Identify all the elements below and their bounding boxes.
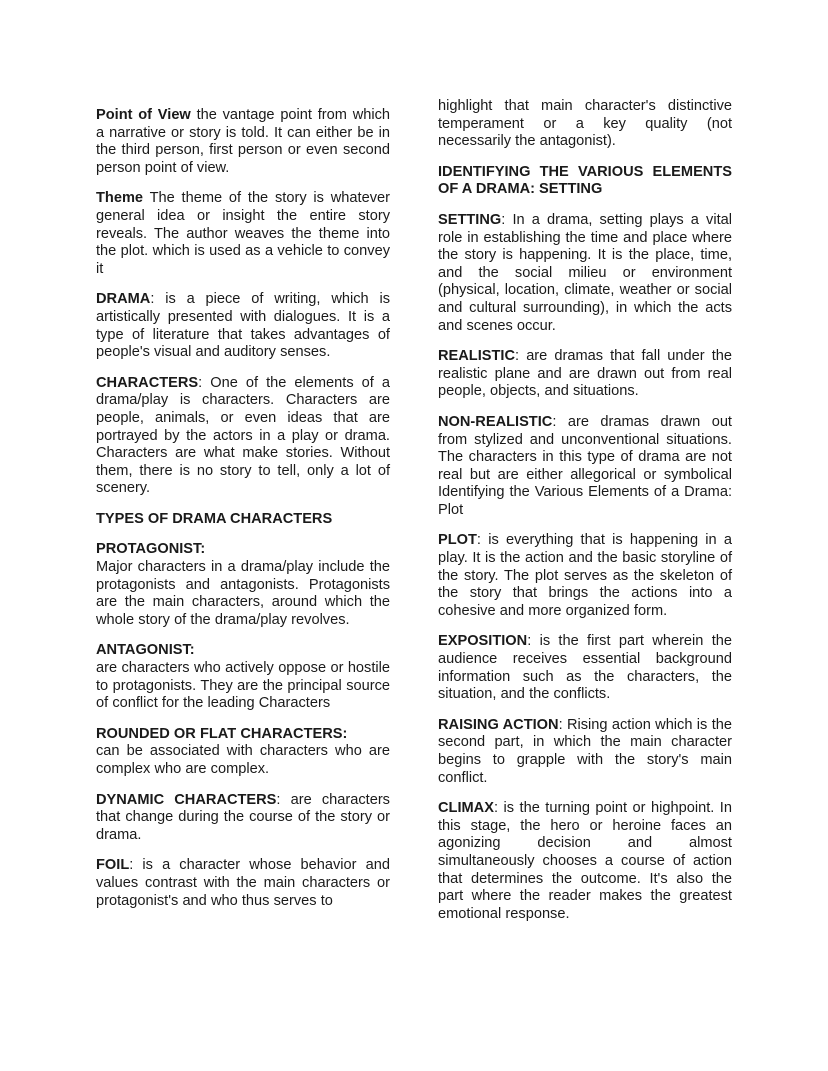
paragraph-text: is a piece of writing, which is artistically presented with dialogues. It is a type of literature that takes advantages of people's visual and auditory senses. bbox=[96, 291, 390, 361]
paragraph-lead-term: Theme bbox=[96, 190, 144, 207]
body-paragraph bbox=[96, 107, 390, 177]
paragraph-lead-term: CHARACTERS bbox=[96, 374, 199, 391]
body-paragraph bbox=[96, 642, 390, 712]
lead-separator: : bbox=[476, 532, 489, 549]
body-paragraph bbox=[96, 726, 390, 779]
lead-separator: : bbox=[501, 211, 513, 228]
paragraph-lead-term: ANTAGONIST: bbox=[96, 642, 195, 659]
paragraph-text: Rising action which is the second part, in which the main character begins to grapple with the story's main conflict. bbox=[438, 716, 732, 786]
paragraph-lead-term: PLOT bbox=[438, 532, 477, 549]
paragraph-text: is everything that is happening in a play. It is the action and the basic storyline of the story. The plot serves as the skeleton of the story that brings the actions into a cohesive and more organized form. bbox=[438, 532, 733, 619]
paragraph-lead-term: EXPOSITION bbox=[438, 633, 528, 650]
body-paragraph bbox=[438, 532, 732, 620]
paragraph-lead-term: CLIMAX bbox=[438, 800, 494, 817]
lead-separator: : bbox=[150, 291, 166, 308]
lead-separator: : bbox=[198, 374, 211, 391]
paragraph-text: is a character whose behavior and values contrast with the main characters or protagonist's and who thus serves to bbox=[96, 857, 390, 909]
lead-separator: : bbox=[552, 413, 568, 430]
paragraph-text: are characters that change during the course of the story or drama. bbox=[96, 791, 390, 843]
body-paragraph bbox=[438, 98, 732, 151]
lead-separator: : bbox=[527, 633, 540, 650]
paragraph-lead-term: PROTAGONIST: bbox=[96, 541, 206, 558]
paragraph-text: are characters who actively oppose or hostile to protagonists. They are the principal source of conflict for the leading Characters bbox=[96, 660, 390, 712]
body-paragraph bbox=[438, 348, 732, 401]
paragraph-lead-term: FOIL bbox=[96, 857, 130, 874]
paragraph-lead-term: DYNAMIC CHARACTERS bbox=[96, 791, 277, 808]
paragraph-text: In a drama, setting plays a vital role in establishing the time and place where the story is happening. It is the place, time, and the social milieu or environment (physical, location, climate, weather or social and cultural surrounding), in which the acts and scenes occur. bbox=[438, 211, 732, 334]
body-paragraph bbox=[438, 717, 732, 787]
right-column bbox=[438, 98, 732, 923]
lead-separator: : bbox=[515, 348, 527, 365]
paragraph-text: are dramas that fall under the realistic plane and are drawn out from real people, objects, and situations. bbox=[438, 348, 732, 400]
lead-separator: : bbox=[558, 716, 567, 733]
paragraph-text: Major characters in a drama/play include the protagonists and antagonists. Protagonists are the main characters, around which the whole story of the drama/play revolves. bbox=[96, 559, 390, 628]
paragraph-lead-term: ROUNDED OR FLAT CHARACTERS: bbox=[96, 725, 348, 742]
paragraph-lead-term: Point of View bbox=[96, 107, 191, 123]
paragraph-lead-term: SETTING bbox=[438, 211, 502, 228]
paragraph-lead-term: DRAMA bbox=[96, 291, 151, 308]
paragraph-text: The theme of the story is whatever general idea or insight the entire story reveals. The author weaves the theme into the plot. which is used as a vehicle to convey it bbox=[96, 190, 390, 277]
left-column bbox=[96, 107, 390, 910]
paragraph-text: One of the elements of a drama/play is characters. Characters are people, animals, or even ideas that are portrayed by the actors in a play or drama. Characters are what make stories. Without them, there is no story to tell, only a lot of scenery. bbox=[96, 374, 390, 497]
paragraph-lead-term: REALISTIC bbox=[438, 348, 516, 365]
two-column-text-body bbox=[96, 98, 732, 923]
body-paragraph bbox=[438, 414, 732, 520]
body-paragraph bbox=[438, 800, 732, 923]
section-heading: IDENTIFYING THE VARIOUS ELEMENTS OF A DRAMA: SETTING bbox=[438, 163, 732, 198]
paragraph-text: is the first part wherein the audience receives essential background information such as the characters, the situation, and the conflicts. bbox=[438, 633, 732, 703]
body-paragraph bbox=[438, 212, 732, 335]
lead-separator: : bbox=[493, 800, 504, 817]
paragraph-text: the vantage point from which a narrative or story is told. It can either be in the third person, first person or even second person point of view. bbox=[96, 107, 391, 176]
paragraph-text: highlight that main character's distinctive temperament or a key quality (not necessarily the antagonist). bbox=[438, 98, 732, 150]
section-heading: TYPES OF DRAMA CHARACTERS bbox=[96, 510, 333, 527]
body-paragraph bbox=[96, 190, 390, 278]
body-paragraph bbox=[96, 857, 390, 910]
lead-separator: : bbox=[276, 791, 291, 808]
body-paragraph bbox=[438, 633, 732, 703]
paragraph-text: can be associated with characters who are complex who are complex. bbox=[96, 743, 390, 777]
paragraph-lead-term: NON-REALISTIC bbox=[438, 413, 553, 430]
body-paragraph bbox=[96, 792, 390, 845]
body-paragraph bbox=[96, 541, 390, 629]
body-paragraph bbox=[96, 375, 390, 498]
paragraph-lead-term: RAISING ACTION bbox=[438, 716, 559, 733]
paragraph-text: are dramas drawn out from stylized and unconventional situations. The characters in this type of drama are not real but are either allegorical or symbolical Identifying the Various Elements of a Drama: Plot bbox=[438, 413, 732, 518]
lead-separator: : bbox=[129, 857, 143, 874]
body-paragraph bbox=[96, 291, 390, 361]
paragraph-text: is the turning point or highpoint. In this stage, the hero or heroine faces an agonizing decision and almost simultaneously chooses a course of action that determines the outcome. It's also the part where the reader makes the greatest emotional response. bbox=[438, 800, 732, 922]
